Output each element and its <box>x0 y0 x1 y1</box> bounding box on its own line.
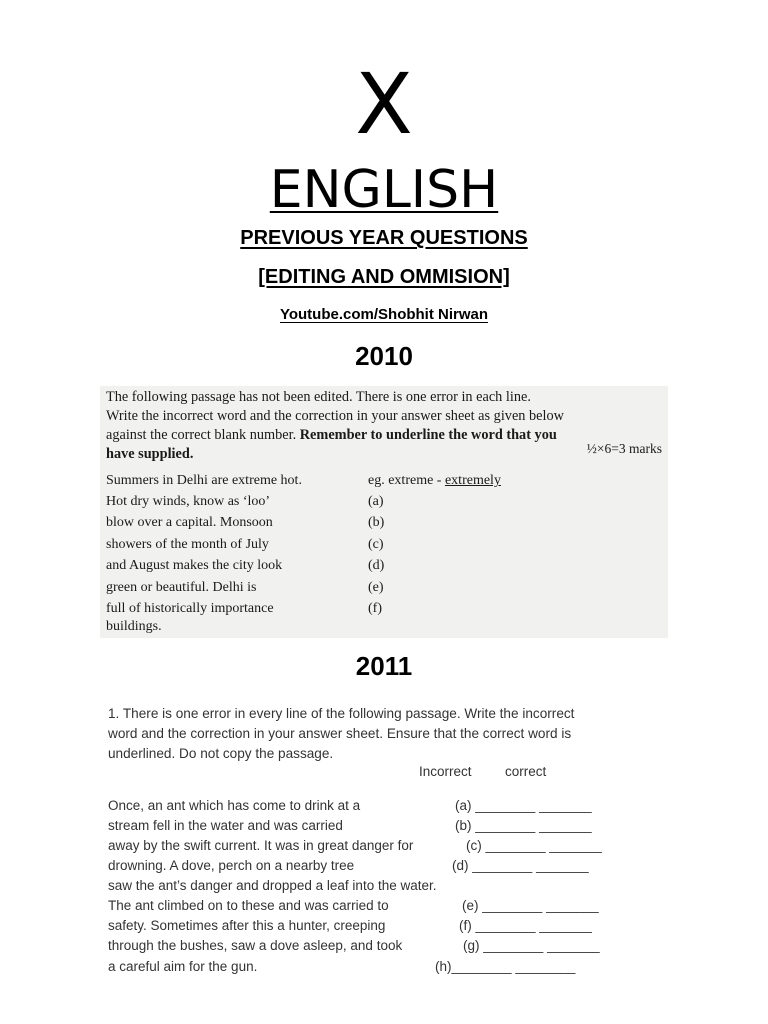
year-2010-heading: 2010 <box>355 341 413 371</box>
blank-label: (b) <box>368 515 385 530</box>
passage-line-text: full of historically importance <box>106 601 274 616</box>
passage-line-text: blow over a capital. Monsoon <box>106 515 273 530</box>
passage-line: through the bushes, saw a dove asleep, and took <box>108 938 403 953</box>
passage-line-text: Hot dry winds, know as ‘loo’ <box>106 494 271 509</box>
column-correct-header: correct <box>505 764 547 779</box>
passage-line-text: buildings. <box>106 619 162 634</box>
blank-label: (e) <box>368 580 384 595</box>
passage-line: away by the swift current. It was in great danger for <box>108 838 414 853</box>
topic-text: [EDITING AND OMMISION] <box>258 266 510 288</box>
example-answer: extremely <box>444 473 501 488</box>
topic-heading <box>0 263 768 291</box>
question-line-1: 1. There is one error in every line of the following passage. Write the incorrect <box>108 706 575 721</box>
answer-blanks: (e) ________ _______ <box>462 898 599 913</box>
passage-line-text: Summers in Delhi are extreme hot. <box>106 473 302 488</box>
intro-bold-b: have supplied. <box>106 446 194 462</box>
example-text: eg. extreme - <box>368 473 445 488</box>
blank-label: (a) <box>368 494 384 509</box>
passage-line: saw the ant’s danger and dropped a leaf into the water. <box>108 878 437 893</box>
passage-line: Once, an ant which has come to drink at a <box>108 798 361 813</box>
source-link-text[interactable]: Youtube.com/Shobhit Nirwan <box>279 306 489 323</box>
marks-label: ½×6=3 marks <box>586 441 662 456</box>
answer-blanks: (b) ________ _______ <box>455 818 592 833</box>
passage-line-text: green or beautiful. Delhi is <box>106 580 257 595</box>
subtitle-heading <box>0 224 768 252</box>
answer-blanks: (f) ________ _______ <box>459 918 592 933</box>
intro-line-1: The following passage has not been edited. There is one error in each line. <box>106 389 531 405</box>
intro-line-2: Write the incorrect word and the correction in your answer sheet as given below <box>106 408 564 424</box>
passage-line-text: showers of the month of July <box>106 537 269 552</box>
subject-text: ENGLISH <box>269 160 499 220</box>
question-2011 <box>108 704 648 764</box>
answer-blanks: (d) ________ _______ <box>452 858 589 873</box>
answer-blanks: (g) ________ _______ <box>463 938 600 953</box>
subject-heading <box>0 160 768 220</box>
intro-line-3: against the correct blank number. <box>106 427 300 443</box>
answer-blanks: (a) ________ _______ <box>455 798 592 813</box>
answer-blanks: (h)________ ________ <box>435 959 576 974</box>
passage-line: The ant climbed on to these and was carried to <box>108 898 389 913</box>
scanned-question-2010 <box>100 386 668 638</box>
blank-label: (f) <box>368 601 382 616</box>
answer-blanks: (c) ________ _______ <box>466 838 602 853</box>
passage-line: safety. Sometimes after this a hunter, creeping <box>108 918 386 933</box>
passage-line: stream fell in the water and was carried <box>108 818 343 833</box>
blank-label: (c) <box>368 537 384 552</box>
question-line-3: underlined. Do not copy the passage. <box>108 746 334 761</box>
example-label <box>368 472 501 490</box>
passage-line: drowning. A dove, perch on a nearby tree <box>108 858 355 873</box>
subtitle-text: PREVIOUS YEAR QUESTIONS <box>240 227 528 249</box>
passage-line: a careful aim for the gun. <box>108 959 258 974</box>
source-link[interactable] <box>0 304 768 326</box>
year-2011-heading: 2011 <box>355 651 413 681</box>
passage-line-text: and August makes the city look <box>106 558 283 573</box>
blank-label: (d) <box>368 558 385 573</box>
question-line-2: word and the correction in your answer sheet. Ensure that the correct word is <box>108 726 572 741</box>
intro-2010 <box>106 388 666 464</box>
intro-bold-a: Remember to underline the word that you <box>299 427 557 443</box>
grade-heading: X <box>355 55 413 153</box>
column-incorrect-header: Incorrect <box>419 764 472 779</box>
